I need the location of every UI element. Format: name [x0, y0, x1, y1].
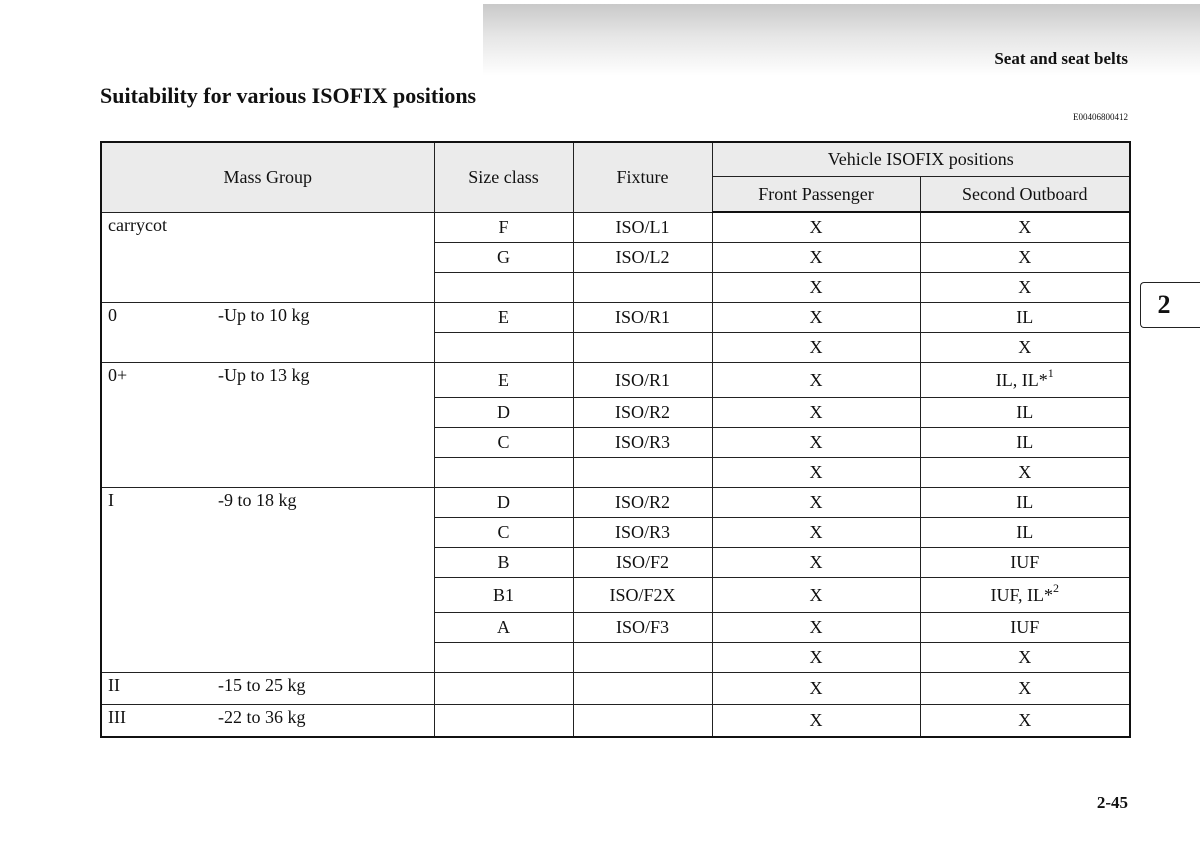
- second-outboard-value: IL: [1016, 432, 1034, 452]
- mass-group-range: -22 to 36 kg: [218, 707, 306, 727]
- fixture-cell: [573, 273, 712, 303]
- front-passenger-cell: X: [712, 578, 920, 613]
- second-outboard-cell: [920, 333, 1130, 363]
- second-outboard-cell: [920, 643, 1130, 673]
- size-class-cell: [434, 705, 573, 738]
- mass-group-name: III: [108, 707, 126, 727]
- second-outboard-cell: [920, 673, 1130, 705]
- fixture-cell: [573, 705, 712, 738]
- fixture-cell: ISO/R1: [573, 363, 712, 398]
- mass-group-name: 0: [108, 305, 117, 325]
- size-class-cell: C: [434, 518, 573, 548]
- header-size-class: Size class: [434, 142, 573, 212]
- fixture-cell: ISO/R1: [573, 303, 712, 333]
- fixture-cell: [573, 643, 712, 673]
- table-row: [101, 488, 1130, 518]
- section-title: Seat and seat belts: [994, 49, 1128, 68]
- second-outboard-cell: [920, 428, 1130, 458]
- front-passenger-cell: X: [712, 428, 920, 458]
- second-outboard-value: IL: [1016, 492, 1034, 512]
- front-passenger-cell: X: [712, 363, 920, 398]
- size-class-cell: [434, 333, 573, 363]
- fixture-cell: ISO/R2: [573, 398, 712, 428]
- second-outboard-cell: [920, 458, 1130, 488]
- footnote-marker: 2: [1053, 580, 1060, 595]
- front-passenger-cell: X: [712, 398, 920, 428]
- size-class-cell: [434, 458, 573, 488]
- second-outboard-cell: [920, 518, 1130, 548]
- second-outboard-value: X: [1018, 462, 1032, 482]
- front-passenger-cell: X: [712, 643, 920, 673]
- size-class-cell: A: [434, 613, 573, 643]
- size-class-cell: [434, 643, 573, 673]
- mass-group-name: carrycot: [108, 214, 167, 235]
- fixture-cell: ISO/F2: [573, 548, 712, 578]
- mass-group-range: -Up to 10 kg: [218, 305, 310, 325]
- front-passenger-cell: X: [712, 518, 920, 548]
- second-outboard-cell: [920, 303, 1130, 333]
- fixture-cell: ISO/R2: [573, 488, 712, 518]
- size-class-cell: B1: [434, 578, 573, 613]
- size-class-cell: [434, 673, 573, 705]
- fixture-cell: ISO/L1: [573, 212, 712, 243]
- second-outboard-value: X: [1018, 337, 1032, 357]
- second-outboard-cell: [920, 243, 1130, 273]
- isofix-suitability-table: [100, 141, 1131, 738]
- second-outboard-value: IUF, IL*: [990, 584, 1054, 605]
- mass-group-name: 0+: [108, 365, 128, 385]
- mass-group-cell: [101, 363, 434, 488]
- fixture-cell: [573, 333, 712, 363]
- size-class-cell: E: [434, 303, 573, 333]
- mass-group-range: -15 to 25 kg: [218, 675, 306, 695]
- header-front-passenger: Front Passenger: [712, 177, 920, 213]
- second-outboard-value: X: [1018, 678, 1032, 698]
- second-outboard-value: IL: [1016, 402, 1034, 422]
- front-passenger-cell: X: [712, 243, 920, 273]
- fixture-cell: ISO/R3: [573, 428, 712, 458]
- second-outboard-cell: [920, 488, 1130, 518]
- second-outboard-value: IUF: [1010, 617, 1040, 637]
- fixture-cell: [573, 673, 712, 705]
- page-heading: Suitability for various ISOFIX positions: [100, 83, 477, 108]
- mass-group-cell: [101, 673, 434, 705]
- second-outboard-cell: [920, 705, 1130, 738]
- second-outboard-value: IUF: [1010, 552, 1040, 572]
- second-outboard-value: IL: [1016, 307, 1034, 327]
- mass-group-range: -9 to 18 kg: [218, 490, 297, 510]
- mass-group-cell: [101, 705, 434, 738]
- mass-group-name: II: [108, 675, 120, 695]
- second-outboard-cell: [920, 273, 1130, 303]
- front-passenger-cell: X: [712, 673, 920, 705]
- size-class-cell: F: [434, 212, 573, 243]
- second-outboard-value: X: [1018, 647, 1032, 667]
- front-passenger-cell: X: [712, 488, 920, 518]
- mass-group-cell: [101, 488, 434, 673]
- header-vehicle-positions: Vehicle ISOFIX positions: [712, 142, 1130, 177]
- header-fixture: Fixture: [573, 142, 712, 212]
- second-outboard-cell: [920, 578, 1130, 613]
- header-mass-group: Mass Group: [101, 142, 434, 212]
- second-outboard-value: X: [1018, 217, 1032, 237]
- mass-group-name: I: [108, 490, 114, 510]
- mass-group-cell: [101, 212, 434, 303]
- front-passenger-cell: X: [712, 548, 920, 578]
- front-passenger-cell: X: [712, 212, 920, 243]
- second-outboard-value: IL, IL*: [995, 369, 1048, 390]
- second-outboard-value: IL: [1016, 522, 1034, 542]
- page-number: 2-45: [1096, 793, 1128, 812]
- table-row: [101, 363, 1130, 398]
- second-outboard-value: X: [1018, 277, 1032, 297]
- table-row: [101, 673, 1130, 705]
- second-outboard-cell: [920, 398, 1130, 428]
- front-passenger-cell: X: [712, 458, 920, 488]
- size-class-cell: D: [434, 488, 573, 518]
- footnote-marker: 1: [1047, 365, 1054, 380]
- table-row: [101, 303, 1130, 333]
- second-outboard-cell: [920, 363, 1130, 398]
- size-class-cell: B: [434, 548, 573, 578]
- front-passenger-cell: X: [712, 273, 920, 303]
- fixture-cell: ISO/F3: [573, 613, 712, 643]
- chapter-tab: [1140, 282, 1200, 328]
- second-outboard-value: X: [1018, 247, 1032, 267]
- mass-group-range: -Up to 13 kg: [218, 365, 310, 385]
- front-passenger-cell: X: [712, 613, 920, 643]
- second-outboard-cell: [920, 613, 1130, 643]
- table-row: [101, 212, 1130, 243]
- front-passenger-cell: X: [712, 705, 920, 738]
- size-class-cell: [434, 273, 573, 303]
- size-class-cell: G: [434, 243, 573, 273]
- second-outboard-cell: [920, 548, 1130, 578]
- document-code: E00406800412: [1073, 112, 1128, 122]
- size-class-cell: C: [434, 428, 573, 458]
- header-second-outboard: Second Outboard: [920, 177, 1130, 213]
- fixture-cell: ISO/F2X: [573, 578, 712, 613]
- fixture-cell: ISO/R3: [573, 518, 712, 548]
- size-class-cell: E: [434, 363, 573, 398]
- front-passenger-cell: X: [712, 303, 920, 333]
- fixture-cell: ISO/L2: [573, 243, 712, 273]
- front-passenger-cell: X: [712, 333, 920, 363]
- chapter-number: 2: [1157, 290, 1171, 319]
- size-class-cell: D: [434, 398, 573, 428]
- fixture-cell: [573, 458, 712, 488]
- second-outboard-cell: [920, 212, 1130, 243]
- second-outboard-value: X: [1018, 710, 1032, 730]
- table-row: [101, 705, 1130, 738]
- mass-group-cell: [101, 303, 434, 363]
